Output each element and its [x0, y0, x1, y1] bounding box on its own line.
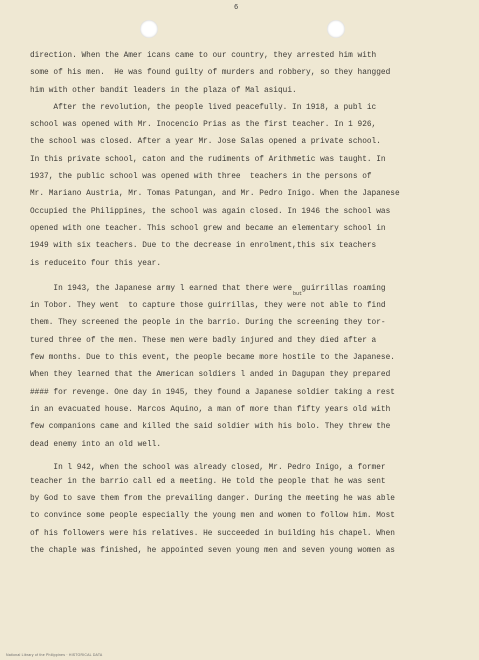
- text-line: 1949 with six teachers. Due to the decrease in enrolment,this six teachers: [30, 242, 377, 251]
- paragraph-4: [30, 462, 470, 560]
- text-line: When they learned that the American soldiers l anded in Dagupan they prepared: [30, 371, 391, 380]
- archive-footer-note: National Library of the Philippines · HISTORICAL DATA: [6, 653, 103, 657]
- text-line: by God to save them from the prevailing danger. During the meeting he was able: [30, 495, 395, 504]
- text-line: in Tobor. They went to capture those guirrillas, they were not able to find: [30, 302, 386, 311]
- text-line: Occupied the Philippines, the school was again closed. In 1946 the school was: [30, 207, 391, 216]
- paragraph-gap: [30, 454, 470, 462]
- text-line: In this private school, caton and the rudiments of Arithmetic was taught. In: [30, 155, 386, 164]
- paragraph-1: [30, 48, 470, 100]
- page-number: 6: [234, 4, 239, 12]
- paragraph-gap: [30, 273, 470, 281]
- text-line: 1937, the public school was opened with three teachers in the persons of: [30, 173, 372, 182]
- text-line: dead enemy into an old well.: [30, 440, 162, 449]
- text-line: of his followers were his relatives. He succeeded in building his chapel. When: [30, 529, 395, 538]
- paragraph-3: In 1943, the Japanese army l earned that there were guirrillas roaming but in Tobor. They went to capture those guirrillas, they were not able to find them. They screened the people in the barrio. During the screening they tor- tured three of the men. These men were badly injured and they died after a few months. Due to this event, the people became more hostile to the Japanese. When they learned that the American soldiers l anded in Dagupan they prepared #### for revenge. One day in 1945, they found a Japanese soldier taking a rest in an evacuated house. Marcos Aquino, a man of more than fifty years old with few companions came and killed the said soldier with his bolo. They threw the dead enemy into an old well.: [30, 281, 470, 454]
- text-line: few months. Due to this event, the people became more hostile to the Japanese.: [30, 354, 395, 363]
- text-line: the chaple was finished, he appointed seven young men and seven young women as: [30, 547, 395, 556]
- text-line: tured three of the men. These men were badly injured and they died after a: [30, 336, 377, 345]
- text-line: them. They screened the people in the barrio. During the screening they tor-: [30, 319, 386, 328]
- document-body: [30, 48, 470, 560]
- text-line: In l 942, when the school was already closed, Mr. Pedro Inigo, a former: [30, 463, 386, 472]
- paragraph-2: [30, 100, 470, 273]
- text-line: in an evacuated house. Marcos Aquino, a man of more than fifty years old with: [30, 405, 391, 414]
- text-line: opened with one teacher. This school grew and became an elementary school in: [30, 224, 386, 233]
- text-line: After the revolution, the people lived peacefully. In 1918, a publ ic: [30, 103, 377, 112]
- punch-hole-left: [140, 20, 158, 38]
- text-line: school was opened with Mr. Inocencio Prias as the first teacher. In 1 926,: [30, 121, 377, 130]
- text-line: #### for revenge. One day in 1945, they found a Japanese soldier taking a rest: [30, 388, 395, 397]
- text-line: few companions came and killed the said soldier with his bolo. They threw the: [30, 423, 391, 432]
- text-line: Mr. Mariano Austria, Mr. Tomas Patungan, and Mr. Pedro Inigo. When the Japanese: [30, 190, 400, 199]
- text-line: In 1943, the Japanese army l earned that there were guirrillas roaming: [30, 284, 386, 293]
- text-line: some of his men. He was found guilty of murders and robbery, so they hangged: [30, 69, 391, 78]
- text-line: the school was closed. After a year Mr. Jose Salas opened a private school.: [30, 138, 381, 147]
- text-line: to convince some people especially the young men and women to follow him. Most: [30, 512, 395, 521]
- text-line: is reduceito four this year.: [30, 259, 162, 268]
- text-line: teacher in the barrio call ed a meeting. He told the people that he was sent: [30, 477, 386, 486]
- text-line: him with other bandit leaders in the plaza of Mal asiqui.: [30, 86, 297, 95]
- punch-hole-right: [327, 20, 345, 38]
- text-line: direction. When the Amer icans came to our country, they arrested him with: [30, 52, 377, 60]
